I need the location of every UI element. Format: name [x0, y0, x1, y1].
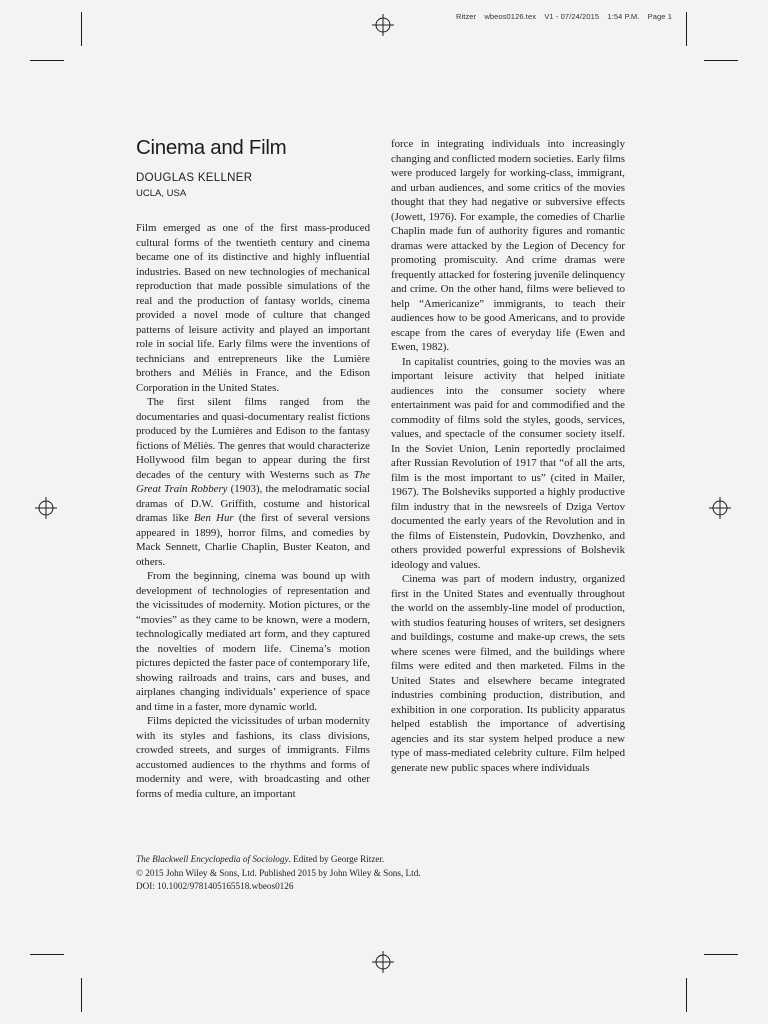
paragraph: The first silent films ranged from the documentaries and quasi-documentary realist fictions produced by the Lumières and Edison to the fantasy fictions of Méliès. The genres that would characterize Hollywood film began to appear during the first decades of the century with Westerns such as The Great Train Robbery (1903), the melodramatic social dramas of D.W. Griffith, costume and historical dramas like Ben Hur (the first of several versions appeared in 1899), horror films, and comedies by Mack Sennett, Charlie Chaplin, Buster Keaton, and others.	[136, 396, 371, 568]
registration-mark-bottom	[372, 951, 394, 973]
article-title: Cinema and Film	[136, 136, 287, 159]
copyright-line: © 2015 John Wiley & Sons, Ltd. Published 2015 by John Wiley & Sons, Ltd.	[136, 867, 421, 878]
paragraph: From the beginning, cinema was bound up with development of technologies of representation and the vicissitudes of modernity. Motion pictures, or the “movies” as they came to be known, were a modern, technologically mediated art form, and they captured the novelties of modern life. Cinema’s motion pictures depicted the faster pace of contemporary life, showing railroads and trains, cars and buses, and airplanes changing individuals’ experience of space and time in a faster, more dynamic world.	[136, 570, 370, 713]
header-time: 1:54 P.M.	[607, 12, 640, 21]
citation-footer	[136, 853, 421, 894]
crop-mark-bottom-right-horizontal	[704, 954, 738, 955]
paragraph: Films depicted the vicissitudes of urban modernity with its styles and fashions, its class divisions, crowded streets, and surges of immigrants. Films accustomed audiences to the rhythms and forms of modernity and were, with broadcasting and other forms of media culture, an important	[136, 715, 370, 800]
right-column	[391, 137, 625, 775]
left-column	[136, 221, 370, 801]
source-line: The Blackwell Encyclopedia of Sociology. Edited by George Ritzer.	[136, 854, 385, 864]
encyclopedia-title: The Blackwell Encyclopedia of Sociology	[136, 854, 289, 864]
registration-mark-left	[35, 497, 57, 519]
author-affiliation: UCLA, USA	[136, 188, 187, 199]
crop-mark-top-left-horizontal	[30, 60, 64, 61]
article-author: DOUGLAS KELLNER	[136, 172, 253, 184]
crop-mark-top-left-vertical	[81, 12, 82, 46]
film-title: The Great Train Robbery	[136, 468, 370, 495]
paragraph: Cinema was part of modern industry, organized first in the United States and eventually throughout the world on the assembly-line model of production, with studios featuring houses of writers, set designers and buildings, costume and make-up crews, the sets where scenes were filmed, and the buildings where films were edited and then marketed. Films in the United States and elsewhere became integrated industries combining production, distribution, and exhibition in one corporation. Its publicity apparatus helped establish the importance of advertising agencies and its star system helped produce a new type of mass-mediated celebrity culture. Film helped generate new public spaces where individuals	[391, 573, 625, 774]
header-version: V1 - 07/24/2015	[544, 12, 600, 21]
paragraph: In capitalist countries, going to the movies was an important leisure activity that helped initiate audiences into the consumer society where entertainment was paid for and commodified and the commodity of films sold the styles, goods, services, values, and spectacle of the consumer society itself. In the Soviet Union, Lenin reportedly proclaimed after Russian Revolution of 1917 that “of all the arts, film is the most important to us” (cited in Mailer, 1967). The Bolsheviks supported a highly productive film industry that in the newsreels of Dziga Vertov documented the early years of the Revolution and in the films of Eistenstein, Pudovkin, Dovzhenko, and others provided powerful expressions of Bolshevik ideology and values.	[391, 355, 625, 571]
header-author: Ritzer	[455, 12, 477, 21]
paragraph: force in integrating individuals into increasingly changing and conflicted modern societies. Early films were produced largely for working-class, immigrant, and urban audiences, and some critics of the movies thought that they had negative or subversive effects (Jowett, 1976). For example, the comedies of Charlie Chaplin made fun of authority figures and romantic dramas were attacked by the Legion of Decency for promoting promiscuity. And crime dramas were frequently attacked for fostering juvenile delinquency and crime. On the other hand, films were believed to help “Americanize” immigrants, to teach their audiences how to be good Americans, and to provide escape from the cares of everyday life (Ewen and Ewen, 1982).	[391, 138, 625, 353]
registration-mark-right	[709, 497, 731, 519]
crop-mark-bottom-left-vertical	[81, 978, 82, 1012]
registration-mark-top	[372, 14, 394, 36]
crop-mark-top-right-vertical	[686, 12, 687, 46]
crop-mark-bottom-right-vertical	[686, 978, 687, 1012]
paragraph: Film emerged as one of the first mass-produced cultural forms of the twentieth century and cinema became one of its distinctive and highly influential industries. Based on new technologies of mechanical reproduction that made possible simulations of the real and the production of fantasy worlds, cinema provided a novel mode of culture that changed patterns of leisure activity and played an important role in social life. Early films were the inventions of technicians and entrepreneurs like the Lumière brothers and Méliès in France, and the Edison Corporation in the United States.	[136, 222, 370, 394]
crop-mark-bottom-left-horizontal	[30, 954, 64, 955]
header-page: Page 1	[647, 12, 672, 21]
header-file: wbeos0126.tex	[484, 12, 537, 21]
crop-mark-top-right-horizontal	[704, 60, 738, 61]
doi-line: DOI: 10.1002/9781405165518.wbeos0126	[136, 881, 294, 891]
running-header	[450, 12, 672, 21]
film-title: Ben Hur	[194, 512, 234, 524]
